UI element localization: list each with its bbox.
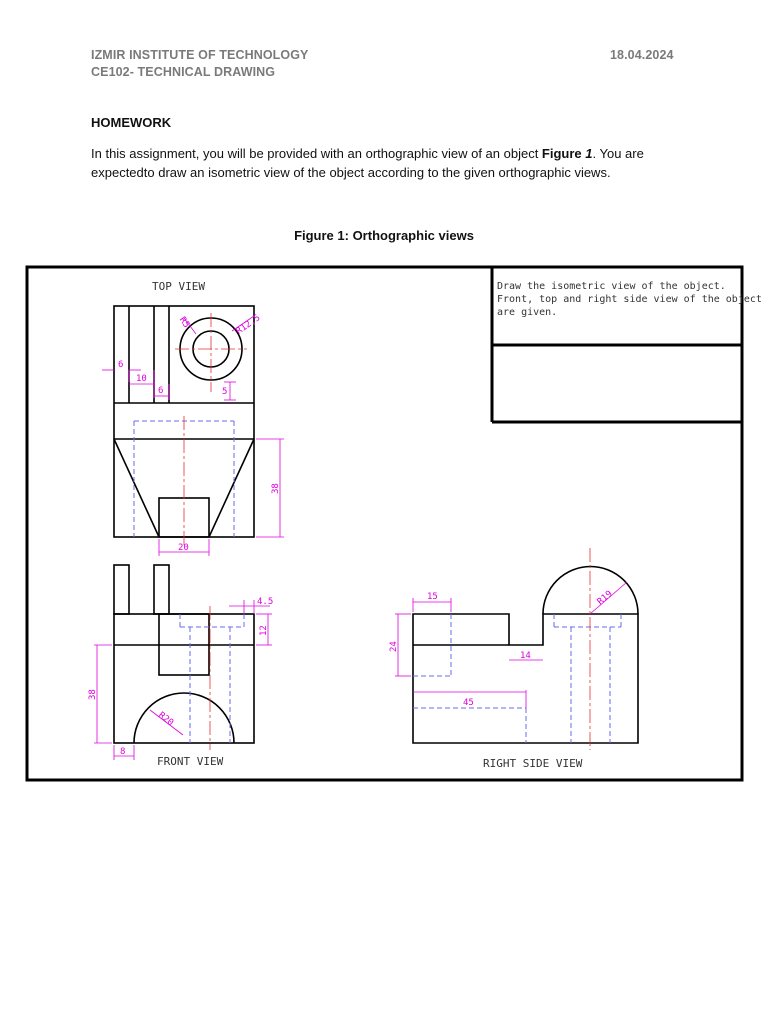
front-view-label: FRONT VIEW [157,755,224,768]
right-view-label: RIGHT SIDE VIEW [483,757,583,770]
dim-10: 10 [136,374,147,384]
dim-45: 45 [463,698,474,708]
dim-6-a: 6 [118,360,124,370]
dim-r5: R5 [176,315,192,330]
dim-r20: R20 [156,710,176,729]
intro-text-1: In this assignment, you will be provided with an orthographic view of an object [91,146,542,161]
top-view [102,280,284,556]
dim-6-b: 6 [158,386,164,396]
dim-20: 20 [178,543,189,553]
instruction-line-2: Front, top and right side view of the object [497,294,762,305]
date: 18.04.2024 [610,48,674,62]
dim-4-5: 4.5 [257,597,274,607]
dim-38-front: 38 [88,689,98,700]
dim-38-top: 38 [271,483,281,494]
figure-ref-number: 1 [585,146,593,161]
figure-ref-word: Figure [541,146,586,161]
front-view [88,565,273,768]
dim-5: 5 [222,387,228,397]
dim-15: 15 [427,592,438,602]
dim-r12: R12,5 [234,313,263,337]
intro-text-2: . You are expectedto draw an isometric view of the object according to the given orthographic views. [91,146,644,180]
dim-12: 12 [259,625,269,636]
dim-24: 24 [389,641,399,652]
right-side-view [389,548,638,770]
dim-14: 14 [520,651,531,661]
homework-title: HOMEWORK [91,115,172,130]
dim-8: 8 [120,747,126,757]
dim-r19: R19 [595,589,615,608]
institution-name: IZMIR INSTITUTE OF TECHNOLOGY [91,48,309,62]
figure-caption: Figure 1: Orthographic views [294,228,474,243]
instruction-line-3: are given. [497,307,558,318]
top-view-label: TOP VIEW [152,280,205,293]
instruction-line-1: Draw the isometric view of the object. [497,281,726,292]
course-name: CE102- TECHNICAL DRAWING [91,65,276,79]
